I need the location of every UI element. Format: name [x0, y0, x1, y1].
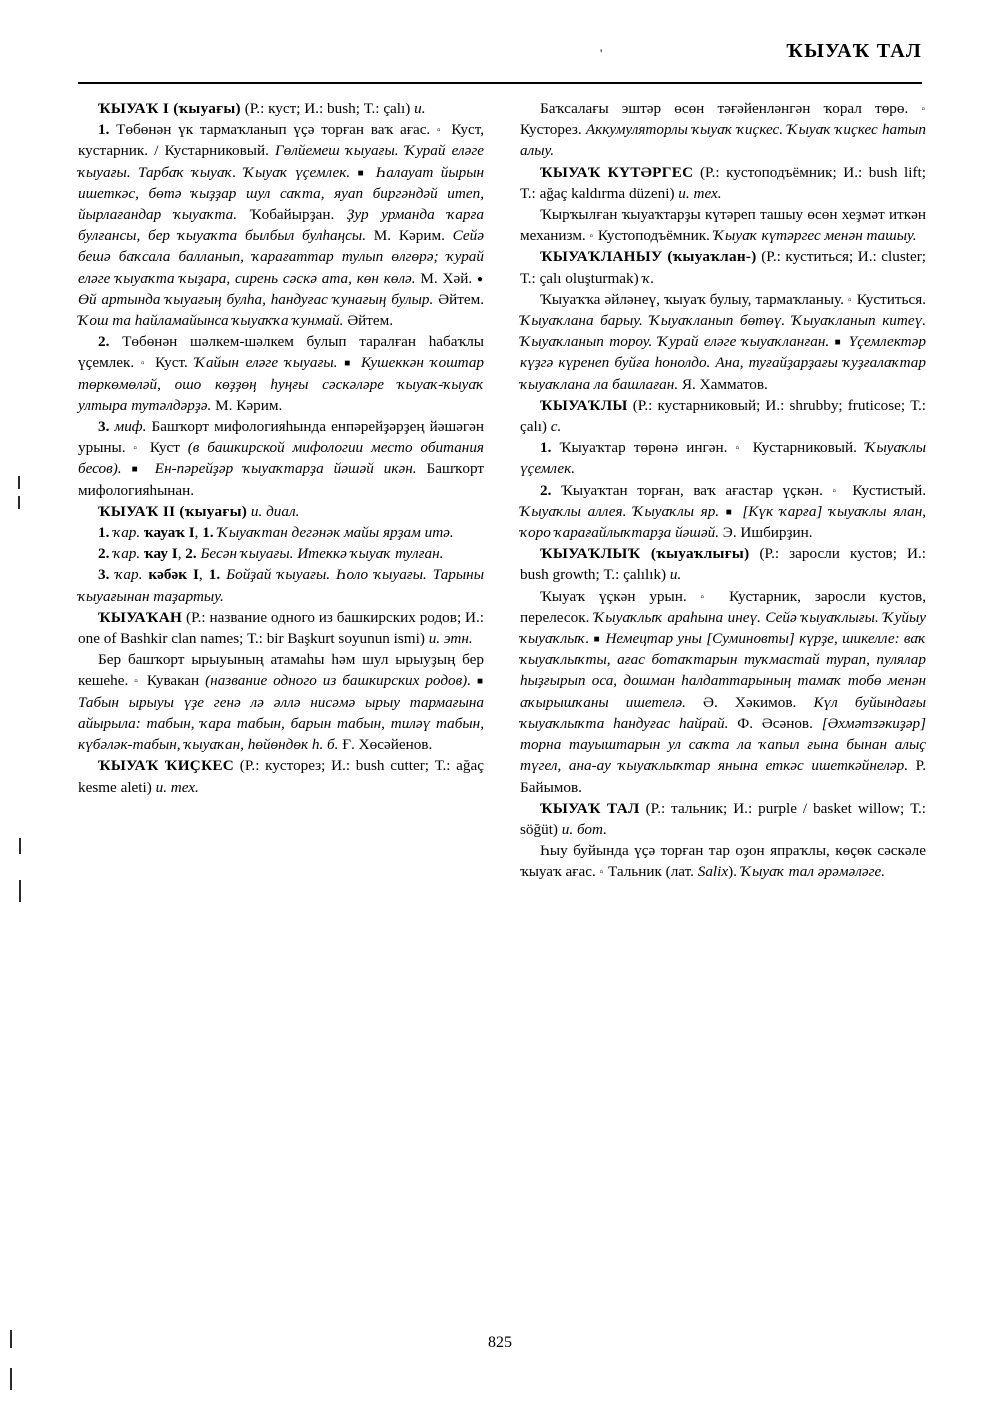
scan-artifact — [10, 1368, 12, 1390]
header-tick-mark: ' — [600, 46, 603, 61]
scan-artifact — [18, 476, 20, 489]
entry-paragraph: 3. миф. Башҡорт мифологияһында енпәрейҙәрҙең йәшәгән урыны. ▫ Куст (в башкирской мифологии место обитания бесов). ■ Ен-пәрейҙәр ҡыуаҡтарҙа йәшәй икән. Башҡорт мифологияһынан. — [78, 418, 485, 499]
entry-paragraph: ҠЫУАҠЛАНЫУ (ҡыуаҡлан-) (Р.: куститься; И.: cluster; Т.: çalı oluşturmak) ҡ. — [520, 248, 926, 287]
running-head-title: ҠЫУАҠ ТАЛ — [786, 40, 922, 62]
entry-paragraph: 1. Ҡыуаҡтар төрөнә ингән. ▫ Кустарниковый. Ҡыуаҡлы үҫемлек. — [520, 439, 927, 478]
header-divider — [78, 82, 922, 84]
left-column — [78, 98, 484, 1328]
entry-paragraph: ҠЫУАҠ I (ҡыуағы) (Р.: куст; И.: bush; Т.: çalı) и. — [98, 100, 426, 117]
scan-artifact — [19, 880, 21, 902]
entry-paragraph: 2. Ҡыуаҡтан торған, ваҡ ағастар үҫкән. ▫ Кустистый. Ҡыуаҡлы аллея. Ҡыуаҡлы яр. ■ [Күк ҡарға] ҡыуаҡлы ялан, ҡоро ҡарағайлыҡтарҙа йәшәй. Э. Ишбирҙин. — [520, 481, 927, 542]
entry-paragraph: Ҡырҡылған ҡыуаҡтарҙы күтәреп ташыу өсөн хеҙмәт иткән механизм. ▫ Кустоподъёмник. Ҡыуаҡ күтәргес менән ташыу. — [520, 206, 926, 245]
entry-paragraph: ҠЫУАҠ II (ҡыуағы) и. диал. — [98, 502, 300, 520]
right-column — [520, 98, 926, 1328]
entry-paragraph: ҠЫУАҠАН (Р.: название одного из башкирских родов; И.: one of Bashkir clan names; Т.: bir Başkurt soyunun ismi) и. этн. — [78, 608, 484, 648]
scan-artifact — [10, 1330, 12, 1348]
entry-paragraph: Ҡыуаҡҡа әйләнеү, ҡыуаҡ булыу, тармаҡланыу. ▫ Куститься. Ҡыуаҡлана барыу. Ҡыуаҡланып бөтөү. Ҡыуаҡланып китеү. Ҡыуаҡланып тороу. Ҡурай еләге ҡыуаҡланған. ■ Үҫемлектәр күҙгә күренеп буйға һонолдо. Ана, туғайҙарҙағы ҡуҙғалаҡтар ҡыуаҡлана ла башлаған. Я. Хамматов. — [520, 290, 926, 393]
entry-paragraph: ҠЫУАҠЛЫ (Р.: кустарниковый; И.: shrubby; fruticose; Т.: çalı) с. — [520, 396, 926, 436]
entry-paragraph: Бер башҡорт ырыуының атамаһы һәм шул ырыуҙың бер кешеһе. ▫ Кувакан (название одного из башкирских родов). ■ Табын ырыуы үҙе генә лә әллә нисәмә ырыу тармағына айырыла: табын, ҡара табын, барын табын, тиләү табын, күбәләк-табын, ҡыуаҡан, һөйөндөк һ. б. Ғ. Хөсәйенов. — [78, 651, 485, 754]
page-number: 825 — [488, 1334, 512, 1351]
entry-paragraph: 2. ҡар. ҡау I, 2. Бесән ҡыуағы. Итеккә ҡыуаҡ тулған. — [98, 545, 444, 563]
entry-paragraph: Һыу буйында үҫә торған тар оҙон япраҡлы, көҫөк сәскәле ҡыуаҡ ағас. ▫ Тальник (лат. Salix). Ҡыуаҡ тал әрәмәләге. — [520, 842, 926, 881]
scan-artifact — [18, 496, 20, 509]
entry-paragraph: ҠЫУАҠЛЫҠ (ҡыуаҡлығы) (Р.: заросли кустов; И.: bush growth; Т.: çalılık) и. — [520, 545, 926, 584]
entry-paragraph: ҠЫУАҠ ТАЛ (Р.: тальник; И.: purple / basket willow; Т.: söğüt) и. бот. — [520, 799, 926, 838]
entry-paragraph: 2. Төбөнән шәлкем-шәлкем булып таралған һабаҡлы үҫемлек. ▫ Куст. Ҡайын еләге ҡыуағы. ■ Кушеккән ҡоштар төркөмөләй, ошо көҙҙөң һуңғы сәскәләре ҡыуаҡ-ҡыуаҡ ултыра тутәлдәрҙә. М. Кәрим. — [78, 333, 485, 414]
page-header — [78, 40, 922, 80]
entry-paragraph: ҠЫУАҠ КҮТӘРГЕС (Р.: кустоподъёмник; И.: bush lift; Т.: ağaç kaldırma düzeni) и. тех. — [520, 163, 926, 202]
entry-paragraph: 3. ҡар. кәбәк I, 1. Бойҙай ҡыуағы. Һоло ҡыуағы. Тарыны ҡыуағынан таҙартыу. — [78, 566, 484, 605]
entry-paragraph: 1. Төбөнән үк тармаҡланып үҫә торған ваҡ ағас. ▫ Куст, кустарник. / Кустарниковый. Гөлйемеш ҡыуағы. Ҡурай еләге ҡыуағы. Тарбаҡ ҡыуаҡ. Ҡыуаҡ үҫемлек. ■ Һалауат йырын ишеткәс, бөтә ҡыҙҙар шул саҡта, яуап биргәндәй итеп, йырлағандар ҡыуаҡта. Ҡобайырҙан. Ҙур урманда ҡарға булғансы, бер ҡыуаҡта былбыл булһаңсы. М. Кәрим. Сейә бешә баҡсала балланып, ҡарағаттар тулып өлгөрә; ҡурай еләге ҡыуаҡта ҡыҙара, сирень сәскә ата, көн көлә. М. Хәй. ● Өй артында ҡыуағың булһа, һандуғас ҡунағың булыр. Әйтем. Ҡош та һайламайынса ҡыуаҡҡа ҡунмай. Әйтем. — [78, 121, 485, 330]
text-columns — [78, 98, 926, 1328]
entry-paragraph: ҠЫУАҠ ҠИҪКЕС (Р.: кусторез; И.: bush cutter; Т.: ağaç kesme aleti) и. тех. — [78, 757, 485, 796]
entry-paragraph: Ҡыуаҡ үҫкән урын. ▫ Кустарник, заросли кустов, перелесок. Ҡыуаҡлыҡ араһына инеү. Сейә ҡыуаҡлығы. Ҡуйыу ҡыуаҡлыҡ. ■ Немецтар уны [Суминовты] күрҙе, шикелле: ваҡ ҡыуаҡлыҡты, ағас ботаҡтарын туҡмастай турап, пулялар һыҙғырып оса, дошман һалдаттарының тамаҡ тобө менән аҡырышҡаны ишетелә. Ә. Хәкимов. Күл буйындағы ҡыуаҡлыҡта һандуғас һайрай. Ф. Әсәнов. [Әхмәтзәкиҙәр] торна тауыштарын ул саҡта ла ҡапыл ғына бынан алыҫ түгел, ана-ау ҡыуаҡлыҡтар янына еткәс ишеткәйнеләр. Р. Байымов. — [520, 587, 927, 796]
scan-artifact — [19, 838, 21, 854]
entry-paragraph: 1. ҡар. ҡауаҡ I, 1. Ҡыуаҡтан дегәнәк майы ярҙам итә. — [98, 524, 454, 542]
entry-paragraph: Баҡсалағы эштәр өсөн тәғәйенләнгән ҡорал төрө. ▫ Кусторез. Аккумуляторлы ҡыуаҡ ҡиҫкес. Ҡыуаҡ ҡиҫкес һатып алыу. — [520, 100, 926, 160]
